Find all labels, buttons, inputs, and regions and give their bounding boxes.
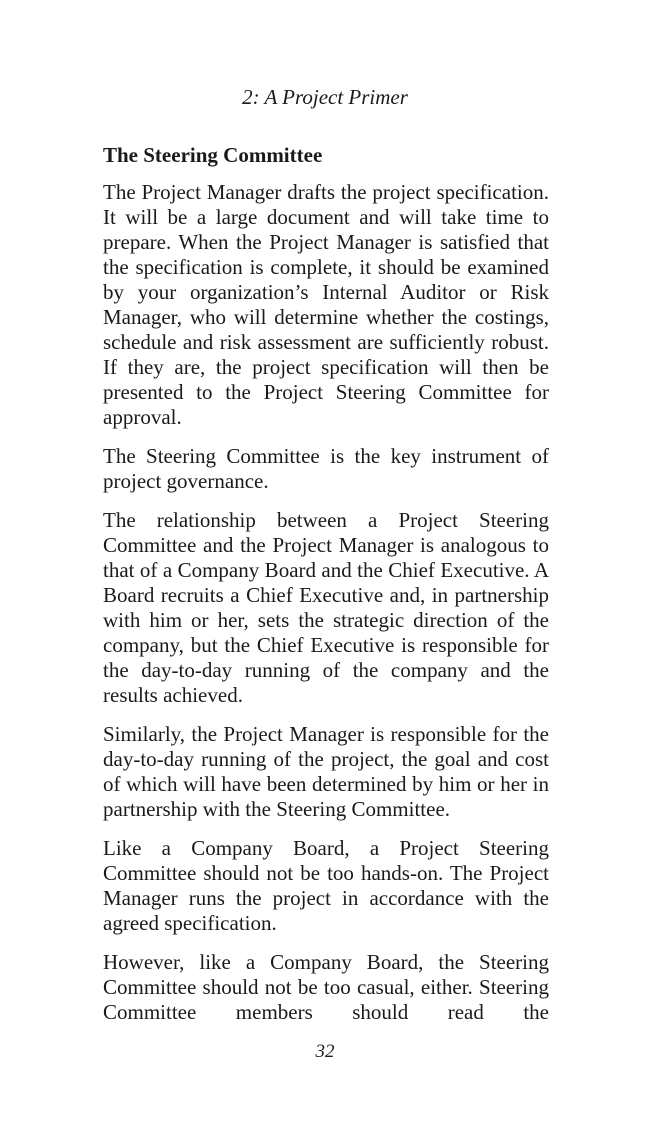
paragraph-project-manager-role: Similarly, the Project Manager is responsible for the day-to-day running of the project, the goal and cost of which will have been determined by him or her in partnership with the Steering Committee. xyxy=(103,722,549,821)
paragraph-specification: The Project Manager drafts the project specification. It will be a large document and will take time to prepare. When the Project Manager is satisfied that the specification is complete, it should be examined by your organization’s Internal Auditor or Risk Manager, who will determine whether the costings, schedule and risk assessment are sufficiently robust. If they are, the project specification will then be presented to the Project Steering Committee for approval. xyxy=(103,180,549,429)
paragraph-hands-on: Like a Company Board, a Project Steering Committee should not be too hands-on. The Project Manager runs the project in accordance with the agreed specification. xyxy=(103,836,549,935)
paragraph-casual: However, like a Company Board, the Steering Committee should not be too casual, either. Steering Committee members should read the xyxy=(103,950,549,1024)
running-head: 2: A Project Primer xyxy=(242,85,408,109)
section-heading: The Steering Committee xyxy=(103,143,323,167)
paragraph-board-analogy: The relationship between a Project Steering Committee and the Project Manager is analogous to that of a Company Board and the Chief Executive. A Board recruits a Chief Executive and, in partnership with him or her, sets the strategic direction of the company, but the Chief Executive is responsible for the day-to-day running of the company and the results achieved. xyxy=(103,508,549,707)
page-number: 32 xyxy=(315,1041,335,1062)
page-content xyxy=(103,142,549,1025)
paragraph-governance: The Steering Committee is the key instrument of project governance. xyxy=(103,444,549,493)
